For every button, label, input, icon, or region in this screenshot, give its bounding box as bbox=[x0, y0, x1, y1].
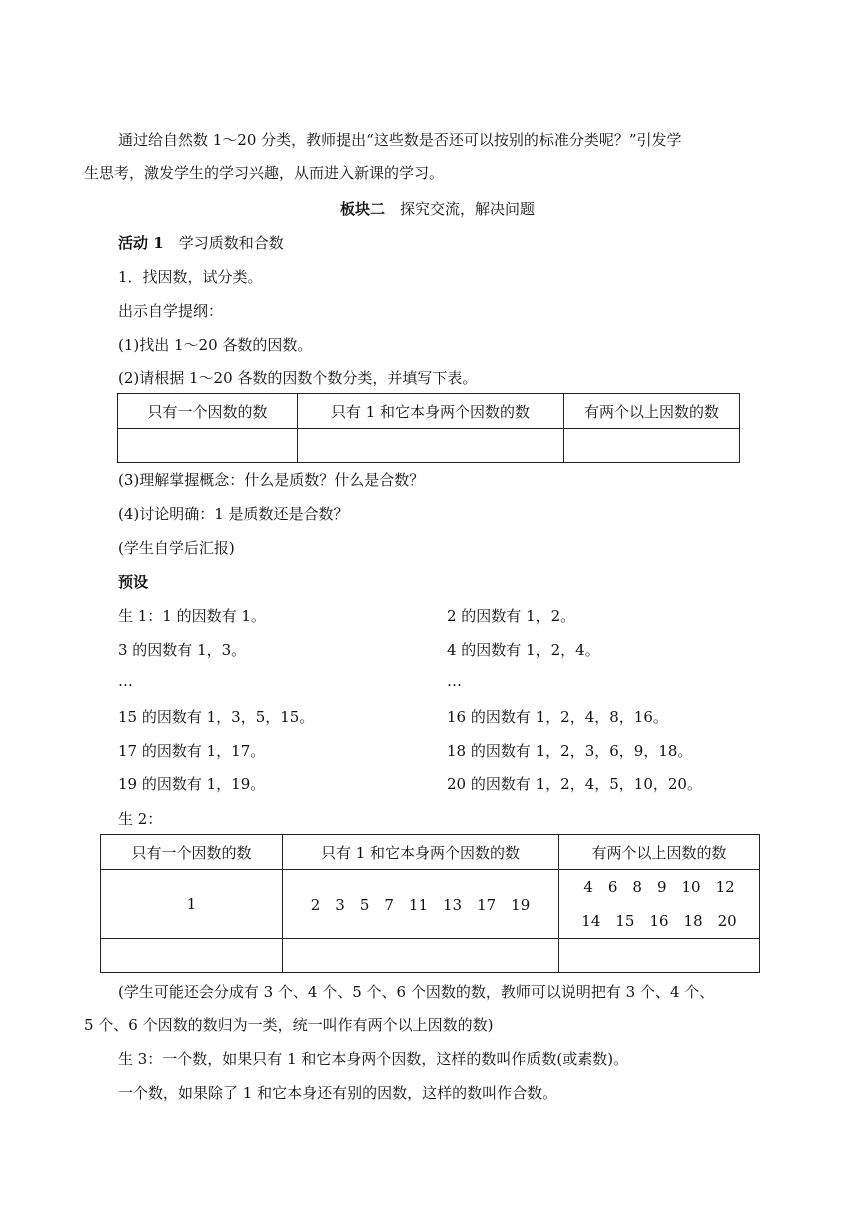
ellipsis: … bbox=[118, 672, 133, 690]
table2-header-2: 只有 1 和它本身两个因数的数 bbox=[283, 835, 559, 870]
factor-line: 18 的因数有 1，2，3，6，9，18。 bbox=[447, 742, 693, 760]
student-3-line-1: 生 3：一个数，如果只有 1 和它本身两个因数，这样的数叫作质数(或素数)。 bbox=[118, 1050, 629, 1068]
table2-cell-empty bbox=[283, 939, 559, 973]
outline-item-3: (3)理解掌握概念：什么是质数？什么是合数？ bbox=[118, 471, 425, 489]
student-3-line-2: 一个数，如果除了 1 和它本身还有别的因数，这样的数叫作合数。 bbox=[118, 1084, 558, 1102]
classification-table-filled bbox=[100, 834, 760, 973]
note-line-1: (学生可能还会分成有 3 个、4 个、5 个、6 个因数的数，教师可以说明把有 3 个、4 个、 bbox=[118, 983, 715, 1001]
activity-text: 学习质数和合数 bbox=[178, 234, 284, 252]
intro-line-1: 通过给自然数 1～20 分类，教师提出“这些数是否还可以按别的标准分类呢？”引发学 bbox=[118, 131, 682, 149]
factor-line: 19 的因数有 1，19。 bbox=[118, 775, 266, 793]
table1-cell-empty bbox=[118, 429, 298, 463]
table1-cell-empty bbox=[298, 429, 564, 463]
activity-heading bbox=[118, 232, 284, 254]
factor-line: 15 的因数有 1，3，5，15。 bbox=[118, 708, 315, 726]
table2-cell-empty bbox=[559, 939, 760, 973]
table2-header-3: 有两个以上因数的数 bbox=[559, 835, 760, 870]
outline-heading: 出示自学提纲： bbox=[118, 302, 224, 320]
ellipsis: … bbox=[447, 672, 462, 690]
table2-header-1: 只有一个因数的数 bbox=[101, 835, 283, 870]
section-title bbox=[340, 198, 535, 220]
table2-one-factor: 1 bbox=[101, 870, 283, 939]
outline-note: (学生自学后汇报) bbox=[118, 539, 235, 557]
intro-line-2: 生思考，激发学生的学习兴趣，从而进入新课的学习。 bbox=[84, 164, 445, 182]
factor-line: 20 的因数有 1，2，4，5，10，20。 bbox=[447, 775, 702, 793]
table1-header-2: 只有 1 和它本身两个因数的数 bbox=[298, 394, 564, 429]
factor-line: 2 的因数有 1，2。 bbox=[447, 607, 576, 625]
student-2-label: 生 2： bbox=[118, 810, 163, 828]
outline-item-1: (1)找出 1～20 各数的因数。 bbox=[118, 336, 313, 354]
outline-item-4: (4)讨论明确：1 是质数还是合数？ bbox=[118, 505, 349, 523]
factor-line: 4 的因数有 1，2，4。 bbox=[447, 641, 600, 659]
table1-header-3: 有两个以上因数的数 bbox=[564, 394, 740, 429]
factor-line: 16 的因数有 1，2，4，8，16。 bbox=[447, 708, 668, 726]
table2-cell-empty bbox=[101, 939, 283, 973]
activity-label: 活动 1 bbox=[118, 234, 164, 252]
preset-label: 预设 bbox=[118, 573, 149, 591]
table1-cell-empty bbox=[564, 429, 740, 463]
factor-line: 17 的因数有 1，17。 bbox=[118, 742, 266, 760]
table2-composites bbox=[559, 870, 760, 939]
composites-line-1: 4 6 8 9 10 12 bbox=[583, 878, 735, 896]
factor-line: 生 1：1 的因数有 1。 bbox=[118, 607, 266, 625]
factor-line: 3 的因数有 1，3。 bbox=[118, 641, 247, 659]
step-1: 1．找因数，试分类。 bbox=[118, 268, 263, 286]
classification-table-empty bbox=[117, 393, 740, 463]
composites-line-2: 14 15 16 18 20 bbox=[581, 912, 737, 930]
table2-primes: 2 3 5 7 11 13 17 19 bbox=[283, 870, 559, 939]
section-label: 板块二 bbox=[340, 200, 386, 218]
note-line-2: 5 个、6 个因数的数归为一类，统一叫作有两个以上因数的数) bbox=[84, 1016, 494, 1034]
section-text: 探究交流，解决问题 bbox=[400, 200, 536, 218]
table1-header-1: 只有一个因数的数 bbox=[118, 394, 298, 429]
outline-item-2: (2)请根据 1～20 各数的因数个数分类，并填写下表。 bbox=[118, 369, 478, 387]
